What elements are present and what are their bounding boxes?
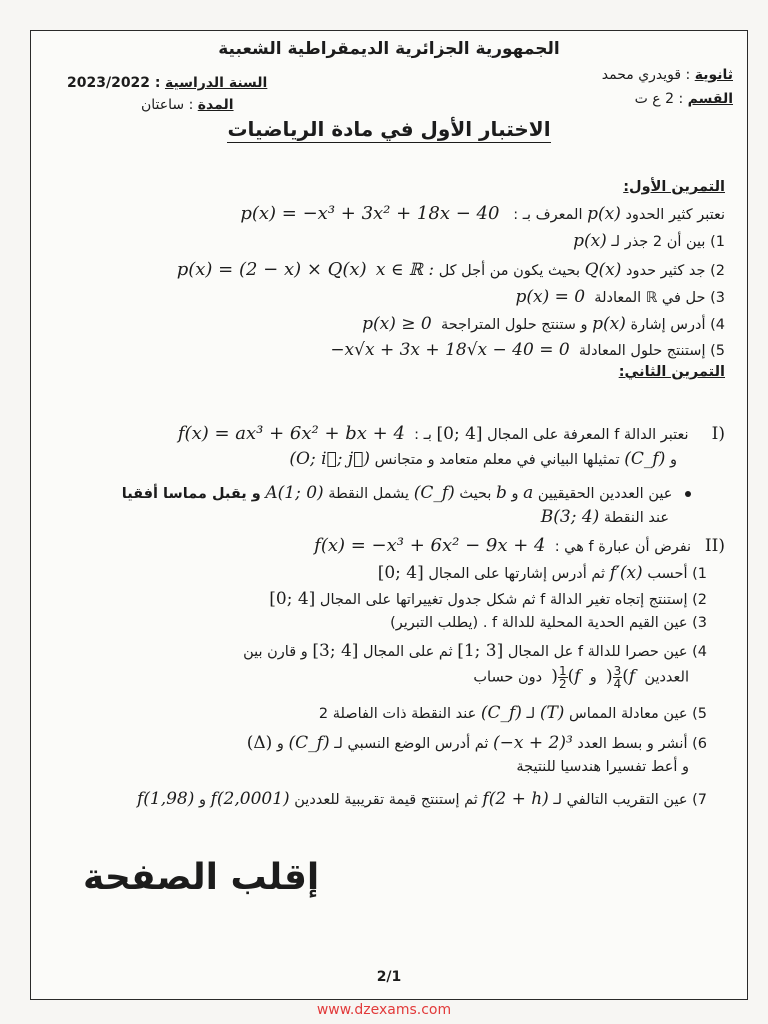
ex2-bullet-cf: (C_f)	[413, 483, 455, 503]
ex2-q1-text: أحسب	[647, 566, 688, 582]
year-line	[67, 75, 267, 91]
ex2-q1-text2: ثم أدرس إشارتها على المجال	[428, 566, 606, 582]
ex2-q3	[390, 615, 707, 631]
ex2-q4-line2-text2: دون حساب	[473, 669, 543, 686]
ex2-q4-text3: و قارن بين	[243, 644, 308, 660]
duration-line	[141, 97, 234, 113]
ex2-q4-f-a: f	[628, 666, 636, 687]
ex2-q5-T: (T)	[539, 703, 565, 723]
ex1-q2-formula: p(x) = (2 − x) × Q(x)	[176, 259, 367, 280]
class-line	[635, 91, 733, 107]
ex1-q5-math: −x√x + 3x + 18√x − 40 = 0	[330, 340, 570, 360]
ex2-part1-formula: f(x) = ax³ + 6x² + bx + 4	[177, 423, 405, 444]
page-number: 2/1	[376, 969, 402, 985]
ex2-q4-frac2-den: 2	[558, 677, 567, 691]
ex2-bullet-text4: و يقبل مماسا أفقيا	[121, 486, 261, 502]
ex2-part1-text: نعتبر الدالة f المعرفة على المجال	[487, 427, 689, 443]
ex1-q1	[573, 231, 725, 251]
ex1-q2-text2: بحيث يكون من أجل كل	[438, 263, 580, 279]
ex1-q3-num: 3)	[710, 290, 725, 306]
ex2-q5-text3: عند النقطة ذات الفاصلة 2	[318, 706, 477, 722]
ex2-q6-num: 6)	[692, 736, 707, 752]
ex2-q6-cf: (C_f)	[288, 733, 330, 753]
ex2-part1-line2	[289, 449, 677, 469]
ex1-q3-text: حل في ℝ المعادلة	[594, 290, 706, 306]
ex2-q6	[247, 733, 707, 753]
ex1-q3	[515, 287, 725, 307]
ex2-q4-frac2	[558, 665, 568, 690]
republic-header: الجمهورية الجزائرية الديمقراطية الشعبية	[218, 39, 560, 59]
ex2-q2-interval: [0; 4]	[269, 589, 316, 609]
ex1-intro-formula: p(x) = −x³ + 3x² + 18x − 40	[240, 203, 500, 224]
ex1-q5-num: 5)	[710, 343, 725, 359]
ex1-intro-suffix: المعرف بـ :	[513, 207, 583, 223]
ex2-q7-and: و	[198, 792, 206, 808]
ex1-q5	[330, 340, 725, 360]
year-label: السنة الدراسية	[164, 75, 268, 91]
ex2-q4-text2: ثم على المجال	[363, 644, 453, 660]
ex1-q4-text: أدرس إشارة	[630, 317, 706, 333]
ex2-q5-cf: (C_f)	[480, 703, 522, 723]
ex2-bullet-text1: عين العددين الحقيقيين	[537, 486, 673, 502]
ex2-q7-val1: f(2,0001)	[210, 789, 290, 809]
ex2-part1-interval: [0; 4]	[436, 424, 483, 444]
ex2-q7	[137, 789, 707, 809]
exam-title	[31, 117, 747, 141]
ex1-q2-cond: x ∈ ℝ :	[375, 260, 435, 280]
ex2-bullet-line2-B: B(3; 4)	[540, 507, 600, 527]
ex2-q4-interval1: [1; 3]	[457, 641, 504, 661]
ex2-part1-line2-frame: (O; i⃗; j⃗)	[289, 449, 370, 469]
ex2-bullet-A: A(1; 0)	[265, 483, 324, 503]
ex1-q2-num: 2)	[710, 263, 725, 279]
exercise1-title: التمرين الأول:	[623, 179, 725, 195]
ex1-q2-text: جد كثير حدود	[626, 263, 706, 279]
ex2-q5-text: عين معادلة المماس	[569, 706, 688, 722]
ex2-part2-formula: f(x) = −x³ + 6x² − 9x + 4	[314, 535, 546, 556]
ex2-q4-f-b: f	[574, 666, 581, 687]
ex2-part1-line2-cf: (C_f)	[624, 449, 666, 469]
ex2-q4-num: 4)	[692, 644, 707, 660]
ex2-q4	[243, 641, 707, 661]
ex2-q2	[269, 589, 707, 609]
bullet-icon	[685, 491, 691, 497]
ex2-bullet-text3: يشمل النقطة	[328, 486, 410, 502]
ex1-q1-text: بين أن 2 جذر لـ	[611, 234, 706, 250]
ex2-part2	[314, 535, 725, 556]
ex1-q4	[362, 314, 725, 334]
ex2-q6-line2: و أعط تفسيرا هندسيا للنتيجة	[516, 759, 689, 775]
exercise2-title: التمرين الثاني:	[618, 364, 725, 380]
ex2-q4-frac1-den: 4	[613, 677, 622, 691]
ex2-q7-text: عين التقريب التالفي لـ	[553, 792, 688, 808]
ex2-part1-by: بـ :	[414, 427, 432, 443]
footer-url[interactable]: www.dzexams.com	[316, 1002, 452, 1018]
ex1-q5-text: إستنتج حلول المعادلة	[578, 343, 706, 359]
ex2-q7-math: f(2 + h)	[482, 789, 549, 809]
ex2-q7-val2: f(1,98)	[136, 789, 195, 809]
ex2-q4-line2: العددين f( $\frac{3}{4}$ ) و f( $\frac{1}{2}$ ) دون حساب	[473, 664, 689, 691]
ex2-q2-text: إستنتج إتجاه تغير الدالة f ثم شكل جدول تغييراتها على المجال	[319, 592, 688, 608]
ex1-intro-px: p(x)	[587, 204, 621, 224]
ex2-q5-text2: لـ	[526, 706, 536, 722]
class-label: القسم	[687, 91, 733, 107]
ex1-intro	[240, 203, 725, 224]
ex2-q1	[378, 563, 707, 583]
ex2-bullet-text2: بحيث	[459, 486, 492, 502]
ex2-part1-line2-text: تمثيلها البياني في معلم متعامد و متجانس	[374, 452, 620, 468]
ex2-q1-num: 1)	[692, 566, 707, 582]
ex2-q4-frac2-num: 1	[558, 664, 567, 678]
ex2-part1-line2-and: و	[669, 452, 677, 468]
ex2-q6-and: و	[276, 736, 284, 752]
ex2-part1-num: I)	[711, 424, 725, 444]
ex2-q1-math: f′(x)	[609, 563, 643, 583]
ex2-bullet-line2-text: عند النقطة	[603, 510, 669, 526]
ex2-q3-text: عين القيم الحدية المحلية للدالة f . (يطلب التبرير)	[390, 615, 688, 631]
ex2-q4-line2-text: العددين	[644, 669, 689, 686]
exam-title-text: الاختبار الأول في مادة الرياضيات	[227, 117, 551, 141]
ex2-q6-text: أنشر و بسط العدد	[577, 736, 688, 752]
ex1-q3-math: p(x) = 0	[515, 287, 586, 307]
ex1-intro-text: نعتبر كثير الحدود	[625, 207, 725, 223]
turn-page-label: إقلب الصفحة	[83, 857, 320, 898]
ex1-q4-math: p(x) ≥ 0	[362, 314, 432, 334]
ex2-bullet	[122, 483, 691, 503]
year-value: : 2023/2022	[67, 75, 161, 91]
ex1-q4-px: p(x)	[592, 314, 626, 334]
ex1-q2	[177, 259, 725, 280]
school-line	[602, 67, 733, 83]
ex2-q7-num: 7)	[692, 792, 707, 808]
ex2-bullet-b: b	[496, 483, 507, 503]
ex2-q4-frac1	[613, 665, 623, 690]
school-label: ثانوية	[694, 67, 733, 83]
ex2-q4-interval2: [3; 4]	[312, 641, 359, 661]
exam-sheet	[30, 30, 748, 1000]
ex2-bullet-and: و	[511, 486, 519, 502]
ex2-part2-num: II)	[704, 536, 725, 556]
ex2-q4-frac1-num: 3	[613, 664, 622, 678]
ex2-bullet-a: a	[523, 483, 534, 503]
ex1-q4-num: 4)	[710, 317, 725, 333]
ex2-q4-and: و	[589, 669, 597, 686]
ex2-bullet-line2	[541, 507, 669, 527]
ex2-q5	[319, 703, 707, 723]
ex2-q3-num: 3)	[692, 615, 707, 631]
ex2-part1	[178, 423, 725, 444]
ex1-q4-text2: و ستنتج حلول المتراجحة	[440, 317, 588, 333]
ex2-part2-text: نفرض أن عبارة f هي :	[554, 539, 692, 555]
ex2-q6-delta: (Δ)	[246, 733, 273, 753]
class-value: : 2 ع ت	[634, 91, 684, 107]
ex2-q4-text: عين حصرا للدالة f عل المجال	[507, 644, 688, 660]
ex1-q2-qx: Q(x)	[584, 260, 622, 280]
ex1-q1-math: p(x)	[573, 231, 607, 251]
ex2-q6-math: (−x + 2)³	[493, 733, 573, 753]
ex1-q1-num: 1)	[710, 234, 725, 250]
school-value: : قويدري محمد	[601, 67, 691, 83]
ex2-q5-num: 5)	[692, 706, 707, 722]
ex2-q1-interval: [0; 4]	[377, 563, 424, 583]
duration-value: : ساعتان	[141, 97, 194, 113]
ex2-q6-text2: ثم أدرس الوضع النسبي لـ	[334, 736, 489, 752]
duration-label: المدة	[197, 97, 234, 113]
ex2-q2-num: 2)	[692, 592, 707, 608]
ex2-q7-text2: ثم إستنتج قيمة تقريبية للعددين	[294, 792, 478, 808]
